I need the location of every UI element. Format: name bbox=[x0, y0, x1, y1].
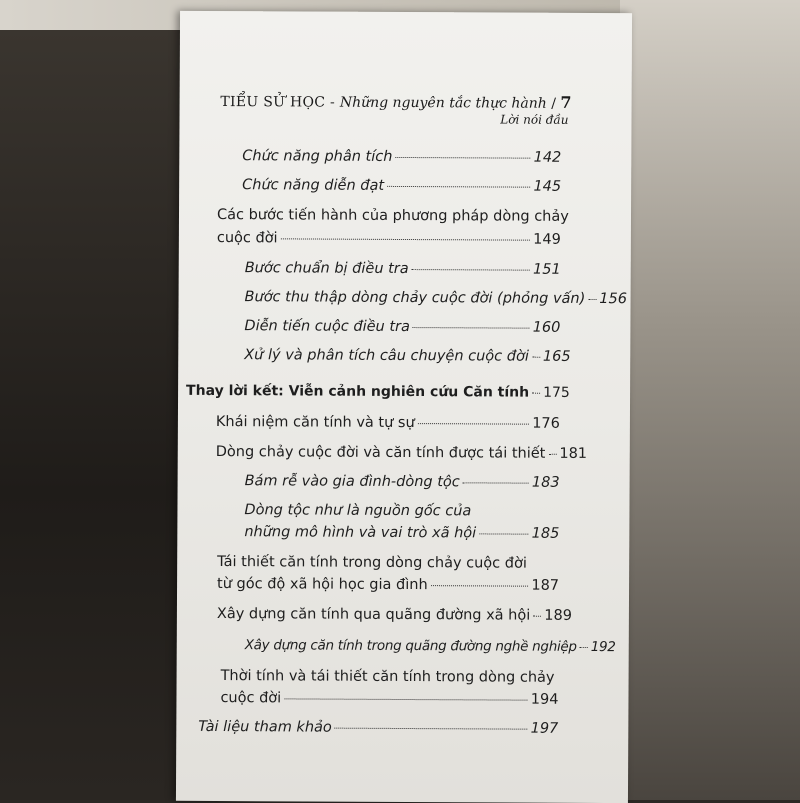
toc-entry-title: Bước thu thập dòng chảy cuộc đời (phỏng vấn) bbox=[244, 289, 586, 307]
dot-leader bbox=[532, 357, 540, 358]
toc-entry-title: Diễn tiến cuộc điều tra bbox=[244, 318, 410, 336]
running-header bbox=[179, 91, 631, 133]
book-title: TIỂU SỬ HỌC - bbox=[220, 94, 340, 111]
toc-entry bbox=[216, 414, 560, 432]
toc-entry-title: Xây dựng căn tính trong quãng đường nghề nghiệp bbox=[244, 637, 577, 655]
toc-entry bbox=[244, 524, 559, 542]
toc-entry-title: Chức năng phân tích bbox=[242, 148, 393, 165]
toc-entry-title-line1: Dòng tộc như là nguồn gốc của bbox=[244, 502, 472, 520]
toc-entry-page: 192 bbox=[590, 638, 616, 656]
toc-entry-page: 194 bbox=[530, 691, 559, 708]
toc-entry-title: từ góc độ xã hội học gia đình bbox=[217, 576, 428, 594]
toc-entry-title-line1: Các bước tiến hành của phương pháp dòng chảy bbox=[216, 207, 569, 225]
toc-entry-title-line1: Thời tính và tái thiết căn tính trong dòng chảy bbox=[220, 668, 555, 686]
toc-entry-title-line1: Tái thiết căn tính trong dòng chảy cuộc đời bbox=[217, 554, 527, 572]
toc-entry-title: Bám rễ vào gia đình-dòng tộc bbox=[244, 473, 460, 491]
book-subtitle: Những nguyên tắc thực hành bbox=[339, 94, 547, 112]
toc-entry-page: 156 bbox=[599, 291, 628, 308]
toc-entry-title: cuộc đời bbox=[220, 690, 282, 707]
toc-entry-title: Khái niệm căn tính và tự sự bbox=[215, 414, 415, 432]
background-left-shadow bbox=[0, 30, 180, 800]
toc-entry-title: Xử lý và phân tích câu chuyện cuộc đời bbox=[244, 347, 529, 365]
dot-leader bbox=[412, 269, 530, 271]
dot-leader bbox=[395, 157, 530, 159]
toc-entry bbox=[217, 230, 561, 248]
toc-entry-title: Tài liệu tham khảo bbox=[198, 718, 332, 736]
toc-entry-title: Thay lời kết: Viễn cảnh nghiên cứu Căn tính bbox=[186, 382, 530, 401]
dot-leader bbox=[335, 728, 528, 730]
dot-leader bbox=[431, 585, 529, 587]
toc-entry-page: 160 bbox=[532, 319, 561, 336]
dot-leader bbox=[284, 698, 528, 700]
book-page bbox=[176, 11, 632, 803]
toc-entry bbox=[245, 473, 560, 491]
toc-entry bbox=[220, 690, 558, 708]
toc-chapter-entry bbox=[186, 382, 570, 401]
toc-entry bbox=[198, 719, 558, 737]
toc-entry-page: 149 bbox=[533, 231, 561, 248]
dot-leader bbox=[418, 423, 530, 425]
toc-entry-title: Chức năng diễn đạt bbox=[242, 177, 385, 194]
toc-entry bbox=[242, 177, 561, 195]
toc-entry bbox=[215, 444, 588, 462]
toc-entry-page: 176 bbox=[532, 415, 560, 432]
toc-entry-page: 145 bbox=[533, 178, 562, 195]
toc-entry-page: 151 bbox=[532, 261, 561, 278]
toc-entry bbox=[244, 637, 616, 656]
toc-entry bbox=[245, 260, 561, 278]
dot-leader bbox=[463, 482, 529, 483]
background-right bbox=[620, 0, 800, 800]
toc-entry-page: 185 bbox=[531, 525, 560, 542]
header-title bbox=[220, 91, 571, 112]
dot-leader bbox=[281, 238, 531, 240]
toc-entry bbox=[217, 576, 559, 594]
toc-entry-title: những mô hình và vai trò xã hội bbox=[244, 524, 477, 542]
toc-entry-page: 165 bbox=[542, 348, 571, 365]
header-separator: / bbox=[546, 95, 561, 112]
toc-entry-title: Dòng chảy cuộc đời và căn tính được tái thiết bbox=[215, 444, 546, 462]
toc-entry bbox=[244, 318, 560, 336]
toc-entry bbox=[216, 606, 573, 624]
toc-entry-title: Bước chuẩn bị điều tra bbox=[244, 260, 409, 278]
toc-entry-page: 181 bbox=[559, 445, 588, 462]
page-number: 7 bbox=[560, 92, 572, 112]
dot-leader bbox=[532, 393, 540, 394]
dot-leader bbox=[479, 533, 528, 534]
toc-entry bbox=[244, 289, 628, 308]
toc-entry-page: 189 bbox=[544, 607, 573, 624]
dot-leader bbox=[580, 647, 588, 648]
toc-entry-page: 187 bbox=[531, 577, 560, 594]
toc-entry bbox=[242, 148, 561, 166]
toc-entry bbox=[244, 347, 571, 365]
dot-leader bbox=[413, 327, 530, 329]
toc-entry-page: 142 bbox=[533, 149, 562, 166]
toc-entry-page: 175 bbox=[543, 384, 570, 401]
dot-leader bbox=[588, 299, 596, 300]
header-section: Lời nói đầu bbox=[500, 112, 569, 127]
dot-leader bbox=[548, 454, 556, 455]
toc-entry-page: 197 bbox=[530, 720, 559, 737]
dot-leader bbox=[387, 186, 530, 188]
toc-entry-page: 183 bbox=[531, 474, 560, 491]
dot-leader bbox=[533, 616, 541, 617]
toc-entry-title: cuộc đời bbox=[216, 230, 278, 247]
toc-entry-title: Xây dựng căn tính qua quãng đường xã hội bbox=[216, 606, 531, 624]
